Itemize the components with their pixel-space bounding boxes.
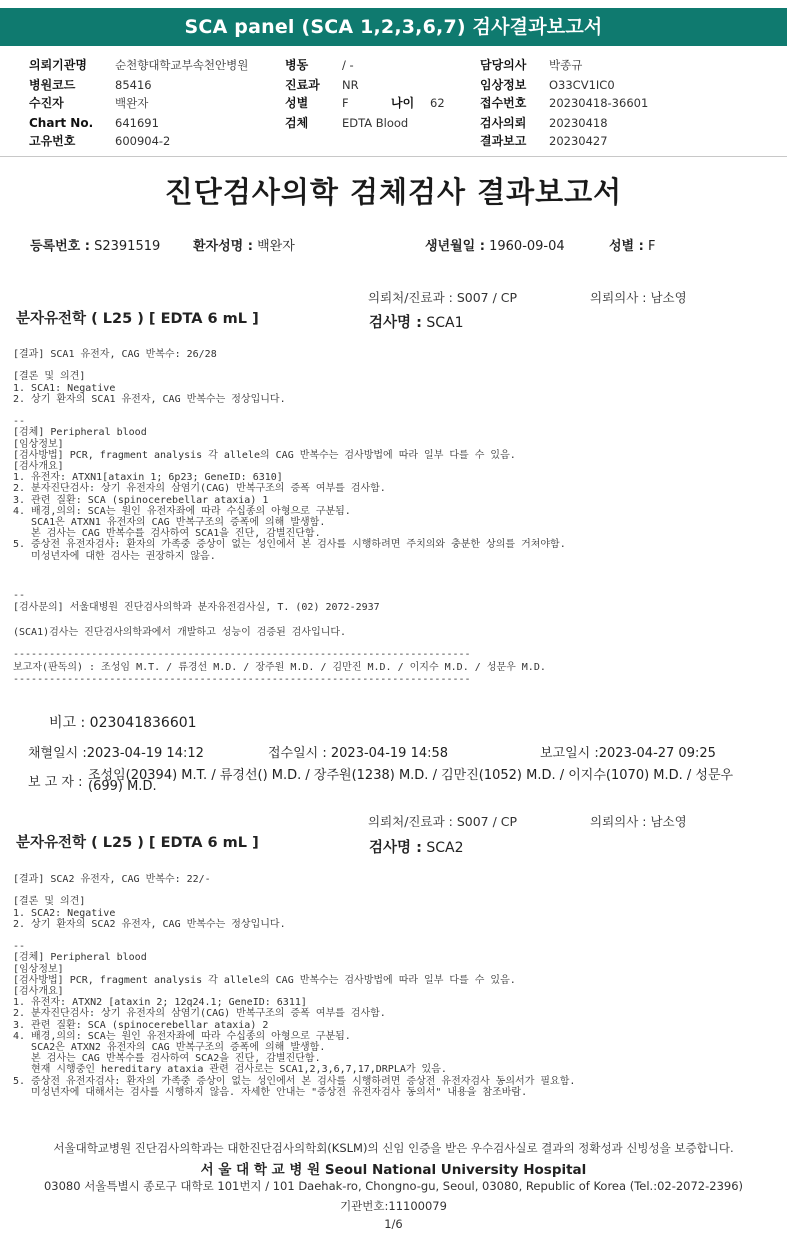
dash-line: ---------------------------------------------------------------------------- [13, 674, 471, 685]
doctor-label: 의뢰의사 : 남소영 [590, 814, 687, 829]
header-value: F [342, 96, 349, 110]
header-label: 병원코드 [29, 78, 76, 92]
reporter-line-1: 조성임(20394) M.T. / 류경선() M.D. / 장주원(1238) M.D. / 김만진(1052) M.D. / 이지수(1070) M.D. / 성문우 [88, 768, 734, 783]
receive-time: 접수일시 : 2023-04-19 14:58 [268, 746, 449, 761]
header-value-age: 62 [430, 96, 445, 110]
footer-certification: 서울대학교병원 진단검사의학과는 대한진단검사의학회(KSLM)의 신임 인증을 받은 우수검사실로 결과의 정확성과 신빙성을 보증합니다. [53, 1141, 734, 1155]
patient-sex: 성별 : F [609, 239, 656, 254]
header-value: 백완자 [115, 96, 149, 110]
section-title: 분자유전학 ( L25 ) [ EDTA 6 mL ] [16, 835, 259, 851]
header-label: 수진자 [29, 96, 64, 110]
header-value: 20230427 [549, 134, 608, 148]
header-divider [0, 156, 787, 157]
sca1-readers: 보고자(판독의) : 조성임 M.T. / 류경선 M.D. / 장주원 M.D. / 김만진 M.D. / 이지수 M.D. / 성문우 M.D. [13, 662, 546, 673]
header-value: 20230418 [549, 116, 608, 130]
patient-dob: 생년월일 : 1960-09-04 [425, 239, 565, 254]
header-label: 결과보고 [480, 134, 527, 148]
header-label: 고유번호 [29, 134, 76, 148]
footer-institution-code: 기관번호:11100079 [340, 1199, 447, 1213]
sca1-tail-dash: -- [13, 590, 26, 601]
section-title: 분자유전학 ( L25 ) [ EDTA 6 mL ] [16, 311, 259, 327]
sca2-result-body: [결과] SCA2 유전자, CAG 반복수: 22/- [결론 및 의견] 1. SCA2: Negative 2. 상기 환자의 SCA2 유전자, CAG 반복수는 정상입니다. -- [검체] Peripheral blood [임상정보] [검사방법] PCR, fragment analysis 각 allele의 CAG 반복수는 검사방법에 따라 일부 다를 수 있음. [검사개요] 1. 유전자: ATXN2 [ataxin 2; 12q24.1; GeneID: 6311] 2. 분자진단검사: 상기 유전자의 삼염기(CAG) 반복구조의 증폭 여부를 검사함. 3. 관련 질환: SCA (spinocerebellar ataxia) 2 4. 배경,의의: SCA는 원인 유전자좌에 따라 수십종의 아형으로 구분됨. SCA2은 ATXN2 유전자의 CAG 반복구조의 증폭에 의해 발생함. 본 검사는 CAG 반복수를 검사하여 SCA2을 진단, 감별진단함. 현재 시행중인 hereditary ataxia 관련 검사로는 SCA1,2,3,6,7,17,DRPLA가 있음. 5. 증상전 유전자검사: 환자의 가족중 증상이 없는 성인에서 본 검사를 시행하려면 증상전 유전자검사 동의서가 필요함. 미성년자에 대해서는 검사를 시행하지 않음. 자세한 안내는 "증상전 유전자검사 동의서" 내용을 참조바람. [13, 874, 576, 1098]
header-label: 진료과 [285, 78, 320, 92]
test-name: 검사명 : SCA1 [369, 315, 464, 331]
dash-line: ---------------------------------------------------------------------------- [13, 649, 471, 660]
header-value: NR [342, 78, 359, 92]
header-label: 임상정보 [480, 78, 527, 92]
sca1-validation-note: (SCA1)검사는 진단검사의학과에서 개발하고 성능이 검증된 검사입니다. [13, 627, 347, 638]
dept-label: 의뢰처/진료과 : S007 / CP [368, 814, 518, 829]
footer-address: 03080 서울특별시 종로구 대학로 101번지 / 101 Daehak-ro, Chongno-gu, Seoul, 03080, Republic of Korea (Tel.:02-2072-2396) [43, 1179, 744, 1193]
header-value: EDTA Blood [342, 116, 409, 130]
collect-time: 채혈일시 :2023-04-19 14:12 [28, 746, 204, 761]
header-value: 20230418-36601 [549, 96, 649, 110]
header-label: 검사의뢰 [480, 116, 527, 130]
sca1-inquiry: [검사문의] 서울대병원 진단검사의학과 분자유전검사실, T. (02) 2072-2937 [13, 602, 380, 613]
header-value: / - [342, 58, 354, 72]
header-label: 병동 [285, 58, 309, 72]
reporter-label: 보 고 자 : [28, 775, 83, 790]
dept-label: 의뢰처/진료과 : S007 / CP [368, 290, 518, 305]
header-label: Chart No. [29, 116, 94, 130]
header-label: 담당의사 [480, 58, 527, 72]
header-label-age: 나이 [391, 96, 415, 110]
header-value: 641691 [115, 116, 159, 130]
header-label: 접수번호 [480, 96, 527, 110]
report-time: 보고일시 :2023-04-27 09:25 [540, 746, 716, 761]
report-title: 진단검사의학 검체검사 결과보고서 [164, 175, 623, 209]
reporter-line-2: (699) M.D. [88, 779, 157, 794]
header-value: O33CV1IC0 [549, 78, 615, 92]
patient-name: 환자성명 : 백완자 [193, 239, 295, 254]
sca1-result-body: [결과] SCA1 유전자, CAG 반복수: 26/28 [결론 및 의견] 1. SCA1: Negative 2. 상기 환자의 SCA1 유전자, CAG 반복수는 정상입니다. -- [검체] Peripheral blood [임상정보] [검사방법] PCR, fragment analysis 각 allele의 CAG 반복수는 검사방법에 따라 일부 다를 수 있음. [검사개요] 1. 유전자: ATXN1[ataxin 1; 6p23; GeneID: 6310] 2. 분자진단검사: 상기 유전자의 삼염기(CAG) 반복구조의 증폭 여부를 검사함. 3. 관련 질환: SCA (spinocerebellar ataxia) 1 4. 배경,의의: SCA는 원인 유전자좌에 따라 수십종의 아형으로 구분됨. SCA1은 ATXN1 유전자의 CAG 반복구조의 증폭에 의해 발생함. 본 검사는 CAG 반복수를 검사하여 SCA1을 진단, 감별진단함. 5. 증상전 유전자검사: 환자의 가족중 증상이 없는 성인에서 본 검사를 시행하려면 주치의와 충분한 상의를 거쳐야함. 미성년자에 대한 검사는 권장하지 않음. [13, 349, 566, 562]
test-name: 검사명 : SCA2 [369, 840, 464, 856]
footer-hospital-name: 서 울 대 학 교 병 원 Seoul National University Hospital [200, 1162, 587, 1178]
header-value: 박종규 [549, 58, 583, 72]
header-value: 85416 [115, 78, 152, 92]
page-number: 1/6 [384, 1217, 403, 1231]
report-banner-title: SCA panel (SCA 1,2,3,6,7) 검사결과보고서 [0, 8, 787, 46]
patient-reg: 등록번호 : S2391519 [30, 239, 161, 254]
header-label: 성별 [285, 96, 309, 110]
header-label: 의뢰기관명 [29, 58, 87, 72]
remark: 비고 : 023041836601 [49, 715, 197, 731]
header-label: 검체 [285, 116, 309, 130]
header-value: 순천향대학교부속천안병원 [115, 58, 249, 72]
doctor-label: 의뢰의사 : 남소영 [590, 290, 687, 305]
header-value: 600904-2 [115, 134, 171, 148]
